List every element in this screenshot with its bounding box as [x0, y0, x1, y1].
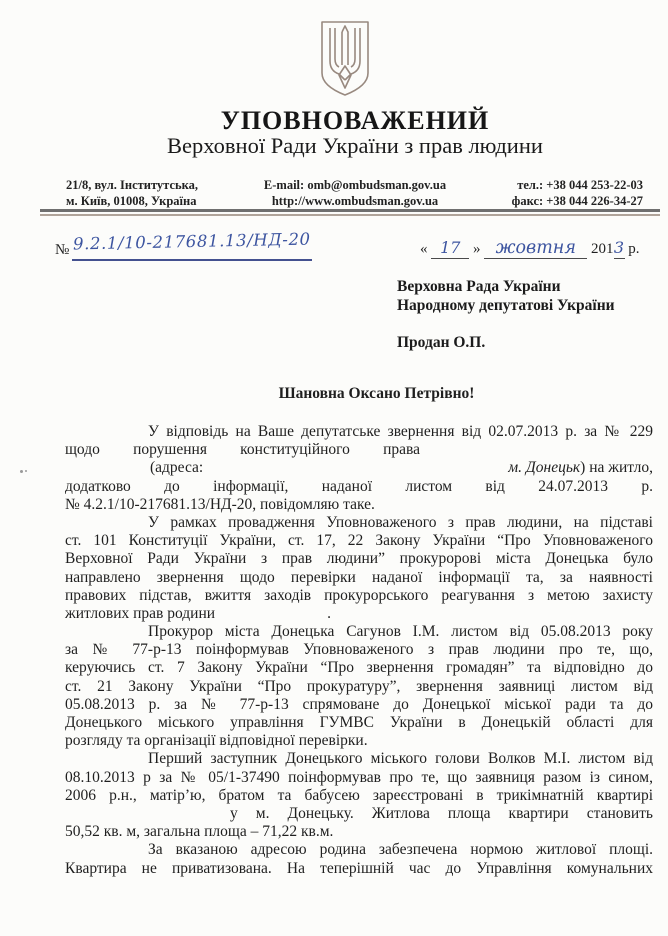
recipient-line1: Верховна Рада України — [397, 278, 561, 295]
month-handwritten: жовтня — [495, 238, 576, 258]
reference-number-handwritten: 9.2.1/10-217681.13/НД-20 — [72, 229, 312, 254]
body-line: керуючись ст. 7 Закону України “Про звернення громадян” та відповідно до — [65, 659, 653, 677]
stray-period: . — [327, 604, 331, 622]
letter-body — [65, 423, 653, 878]
year-printed: 201 — [591, 241, 614, 257]
reference-number-field — [72, 229, 312, 261]
body-line: № 4.2.1/10-217681.13/НД-20, повідомляю таке. — [65, 495, 375, 513]
day-handwritten: 17 — [440, 238, 461, 257]
body-line-text: житлових прав родини — [65, 604, 216, 622]
body-line-address — [65, 459, 653, 477]
number-label: № — [55, 242, 70, 258]
org-phone-contacts — [470, 177, 643, 209]
reference-row — [0, 229, 668, 266]
letterhead-divider-bottom — [40, 214, 660, 216]
body-line: розгляду та організації відповідної перевірки. — [65, 732, 368, 750]
body-line: додатково до інформації, наданої листом від 24.07.2013 р. — [65, 477, 653, 495]
address-tail: ) на житло, — [580, 459, 653, 477]
recipient-block — [397, 278, 615, 353]
body-line: правових підстав, вжиття заходів прокурорського реагування з метою захисту — [65, 586, 653, 604]
year-digit-field — [614, 238, 625, 259]
body-line: направлено звернення щодо перевірки наданої інформації та, за наявності — [65, 568, 653, 586]
day-field — [431, 238, 469, 259]
scan-artifact — [20, 470, 23, 473]
org-subtitle: Верховної Ради України з прав людини — [167, 133, 543, 158]
recipient-line2: Народному депутатові України — [397, 296, 615, 314]
body-line: Прокурор міста Донецька Сагунов І.М. листом від 05.08.2013 року — [148, 623, 653, 641]
address-right — [508, 459, 653, 477]
body-line: ст. 101 Конституції України, ст. 17, 22 Закону України “Про Уповноваженого — [65, 532, 653, 550]
month-field — [484, 238, 587, 259]
org-email: E-mail: omb@ombudsman.gov.ua — [263, 178, 447, 192]
body-line: У рамках провадження Уповноваженого з прав людини, на підставі — [148, 513, 653, 531]
org-website: http://www.ombudsman.gov.ua — [271, 194, 439, 208]
letterhead-divider-top — [40, 209, 660, 212]
body-line-redacted-tail — [65, 605, 653, 623]
body-line: за № 77-р-13 поінформував Уповноваженого з прав людини про те, що, — [65, 641, 653, 659]
scan-artifact — [25, 470, 27, 472]
salutation: Шановна Оксано Петрівно! — [278, 385, 475, 402]
city-name: м. Донецьк — [508, 459, 581, 477]
year-digit-handwritten: 3 — [613, 238, 625, 257]
org-fax: факс: +38 044 226-34-27 — [511, 194, 643, 208]
body-line: Перший заступник Донецького міського голови Волков М.І. листом від — [148, 750, 653, 768]
body-line: У відповідь на Ваше депутатське звернення від 02.07.2013 р. за № 229 — [148, 423, 653, 440]
trident-emblem-icon — [318, 19, 372, 97]
body-line: ст. 21 Закону України “Про прокуратуру”, звернення заявниці листом від — [65, 677, 653, 695]
quote-open: « — [420, 241, 428, 257]
org-web-contacts — [245, 177, 465, 209]
org-phone: тел.: +38 044 253-22-03 — [517, 178, 643, 192]
org-address-line1: 21/8, вул. Інститутська, — [66, 178, 199, 192]
body-line: 50,52 кв. м, загальна площа – 71,22 кв.м. — [65, 823, 334, 841]
body-line: 08.10.2013 р за № 05/1-37490 поінформував про те, що заявниця разом із сином, — [65, 768, 653, 786]
body-line: 2006 р.н., матір’ю, братом та бабусею зареєстровані в трикімнатній квартирі — [65, 786, 653, 804]
body-line: 05.08.2013 р. за № 77-р-13 спрямоване до Донецької міської ради та до — [65, 695, 653, 713]
quote-close: » — [473, 241, 481, 257]
address-label: (адреса: — [150, 459, 204, 477]
date-field — [420, 238, 640, 259]
recipient-name: Продан О.П. — [397, 334, 486, 351]
body-line: За вказаною адресою родина забезпечена нормою житлової площі. — [148, 841, 653, 859]
org-address — [66, 177, 256, 209]
org-address-line2: м. Київ, 01008, Україна — [66, 194, 197, 208]
body-line: Верховної Ради України з прав людини” прокуророві міста Донецька було — [65, 550, 653, 568]
body-line: Донецького міського управління ГУМВС України в Донецькій області для — [65, 714, 653, 731]
body-line-redacted-lead: у м. Донецьку. Житлова площа квартири становить — [230, 804, 653, 822]
year-suffix: р. — [628, 241, 640, 257]
body-line: Квартира не приватизована. На теперішній час до Управління комунальних — [65, 859, 653, 877]
body-line-redacted-tail: щодо порушення конституційного права — [65, 441, 420, 459]
org-title: УПОВНОВАЖЕНИЙ — [220, 106, 490, 135]
